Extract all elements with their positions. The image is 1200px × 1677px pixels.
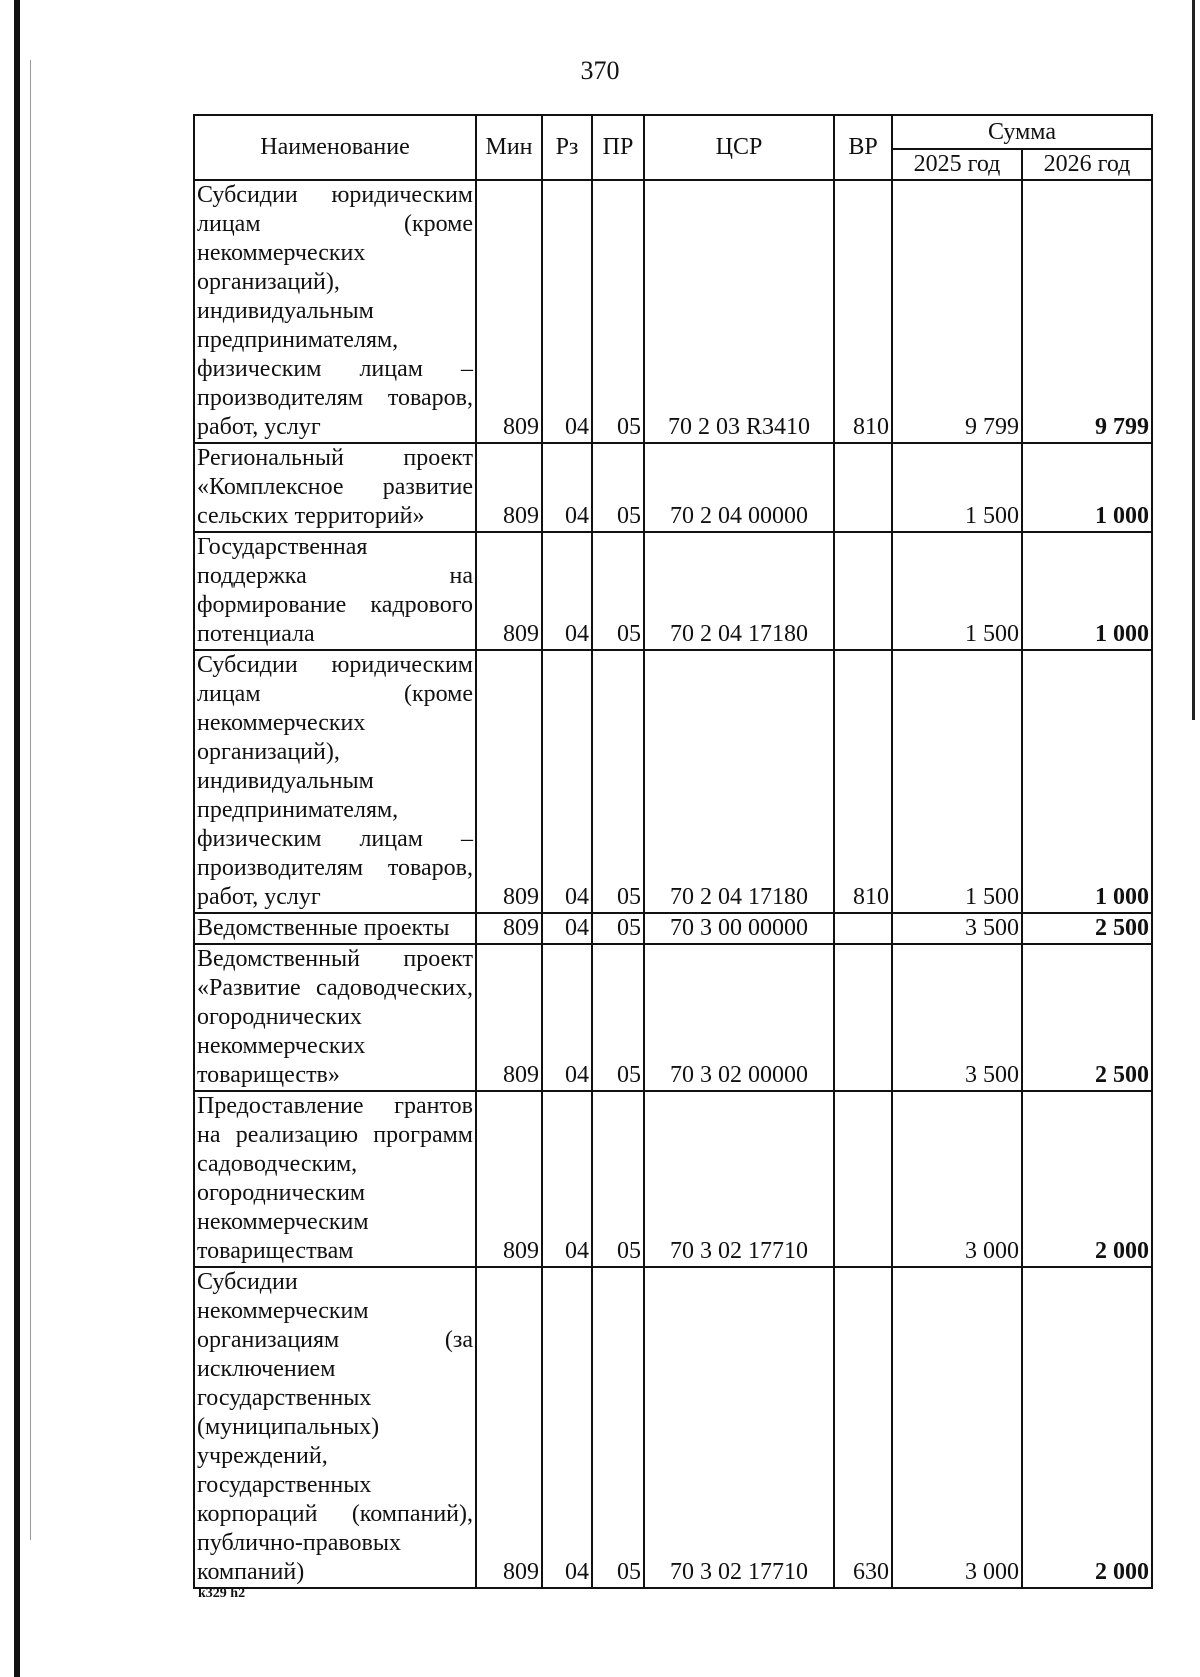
row-pr: 05 xyxy=(592,913,644,944)
page-number: 370 xyxy=(580,56,620,85)
row-pr: 05 xyxy=(592,1267,644,1588)
row-vr xyxy=(834,532,892,650)
table-row xyxy=(194,443,1152,532)
row-rz: 04 xyxy=(542,1091,592,1267)
table-row xyxy=(194,650,1152,913)
row-sum-2025: 3 000 xyxy=(892,1267,1022,1588)
row-csr: 70 3 02 17710 xyxy=(644,1091,834,1267)
row-name: Ведомственный проект «Развитие садоводческих, огороднических некоммерческих товариществ» xyxy=(194,944,476,1091)
scan-right-edge xyxy=(1192,0,1195,720)
row-name: Региональный проект «Комплексное развитие сельских территорий» xyxy=(194,443,476,532)
row-csr: 70 2 04 00000 xyxy=(644,443,834,532)
scan-left-edge xyxy=(14,0,20,1677)
row-name: Субсидии юридическим лицам (кроме некоммерческих организаций), индивидуальным предпринимателям, физическим лицам – производителям товаров, работ, услуг xyxy=(194,180,476,443)
row-pr: 05 xyxy=(592,180,644,443)
row-sum-2026: 1 000 xyxy=(1022,650,1152,913)
budget-table xyxy=(193,114,1153,1589)
header-pr: ПР xyxy=(592,115,644,180)
row-sum-2026: 2 000 xyxy=(1022,1091,1152,1267)
row-csr: 70 3 00 00000 xyxy=(644,913,834,944)
row-sum-2025: 3 000 xyxy=(892,1091,1022,1267)
row-pr: 05 xyxy=(592,944,644,1091)
row-min: 809 xyxy=(476,1267,542,1588)
table-row xyxy=(194,913,1152,944)
row-sum-2026: 2 500 xyxy=(1022,913,1152,944)
row-csr: 70 2 03 R3410 xyxy=(644,180,834,443)
row-csr: 70 3 02 17710 xyxy=(644,1267,834,1588)
row-vr: 810 xyxy=(834,180,892,443)
row-sum-2025: 1 500 xyxy=(892,532,1022,650)
row-vr: 630 xyxy=(834,1267,892,1588)
row-csr: 70 2 04 17180 xyxy=(644,532,834,650)
row-sum-2026: 1 000 xyxy=(1022,443,1152,532)
row-pr: 05 xyxy=(592,443,644,532)
header-rz: Рз xyxy=(542,115,592,180)
row-pr: 05 xyxy=(592,1091,644,1267)
row-name: Субсидии юридическим лицам (кроме некоммерческих организаций), индивидуальным предпринимателям, физическим лицам – производителям товаров, работ, услуг xyxy=(194,650,476,913)
row-csr: 70 3 02 00000 xyxy=(644,944,834,1091)
row-min: 809 xyxy=(476,913,542,944)
row-sum-2026: 2 500 xyxy=(1022,944,1152,1091)
row-vr xyxy=(834,443,892,532)
row-name: Субсидии некоммерческим организациям (за исключением государственных (муниципальных) учреждений, государственных корпораций (компаний), публично-правовых компаний) xyxy=(194,1267,476,1588)
row-sum-2026: 9 799 xyxy=(1022,180,1152,443)
row-sum-2025: 1 500 xyxy=(892,650,1022,913)
row-rz: 04 xyxy=(542,913,592,944)
row-rz: 04 xyxy=(542,1267,592,1588)
row-name: Ведомственные проекты xyxy=(194,913,476,944)
header-min: Мин xyxy=(476,115,542,180)
header-year-2025: 2025 год xyxy=(892,149,1022,180)
header-year-2026: 2026 год xyxy=(1022,149,1152,180)
row-sum-2026: 1 000 xyxy=(1022,532,1152,650)
footer-document-code: k329 h2 xyxy=(198,1586,246,1601)
row-csr: 70 2 04 17180 xyxy=(644,650,834,913)
header-csr: ЦСР xyxy=(644,115,834,180)
row-sum-2025: 1 500 xyxy=(892,443,1022,532)
scan-left-line xyxy=(30,60,31,1540)
row-vr xyxy=(834,1091,892,1267)
row-min: 809 xyxy=(476,1091,542,1267)
header-name: Наименование xyxy=(194,115,476,180)
row-name: Предоставление грантов на реализацию программ садоводческим, огородническим некоммерческим товариществам xyxy=(194,1091,476,1267)
row-min: 809 xyxy=(476,443,542,532)
header-vr: ВР xyxy=(834,115,892,180)
row-vr: 810 xyxy=(834,650,892,913)
row-sum-2025: 3 500 xyxy=(892,913,1022,944)
row-pr: 05 xyxy=(592,532,644,650)
row-name: Государственная поддержка на формирование кадрового потенциала xyxy=(194,532,476,650)
row-min: 809 xyxy=(476,650,542,913)
row-rz: 04 xyxy=(542,443,592,532)
row-rz: 04 xyxy=(542,180,592,443)
header-sum: Сумма xyxy=(892,115,1152,149)
row-vr xyxy=(834,944,892,1091)
row-sum-2025: 9 799 xyxy=(892,180,1022,443)
row-sum-2025: 3 500 xyxy=(892,944,1022,1091)
row-rz: 04 xyxy=(542,650,592,913)
row-sum-2026: 2 000 xyxy=(1022,1267,1152,1588)
table-row xyxy=(194,1267,1152,1588)
row-vr xyxy=(834,913,892,944)
row-min: 809 xyxy=(476,944,542,1091)
row-rz: 04 xyxy=(542,944,592,1091)
row-rz: 04 xyxy=(542,532,592,650)
row-min: 809 xyxy=(476,532,542,650)
table-row xyxy=(194,180,1152,443)
table-row xyxy=(194,532,1152,650)
row-min: 809 xyxy=(476,180,542,443)
table-row xyxy=(194,944,1152,1091)
row-pr: 05 xyxy=(592,650,644,913)
table-row xyxy=(194,1091,1152,1267)
